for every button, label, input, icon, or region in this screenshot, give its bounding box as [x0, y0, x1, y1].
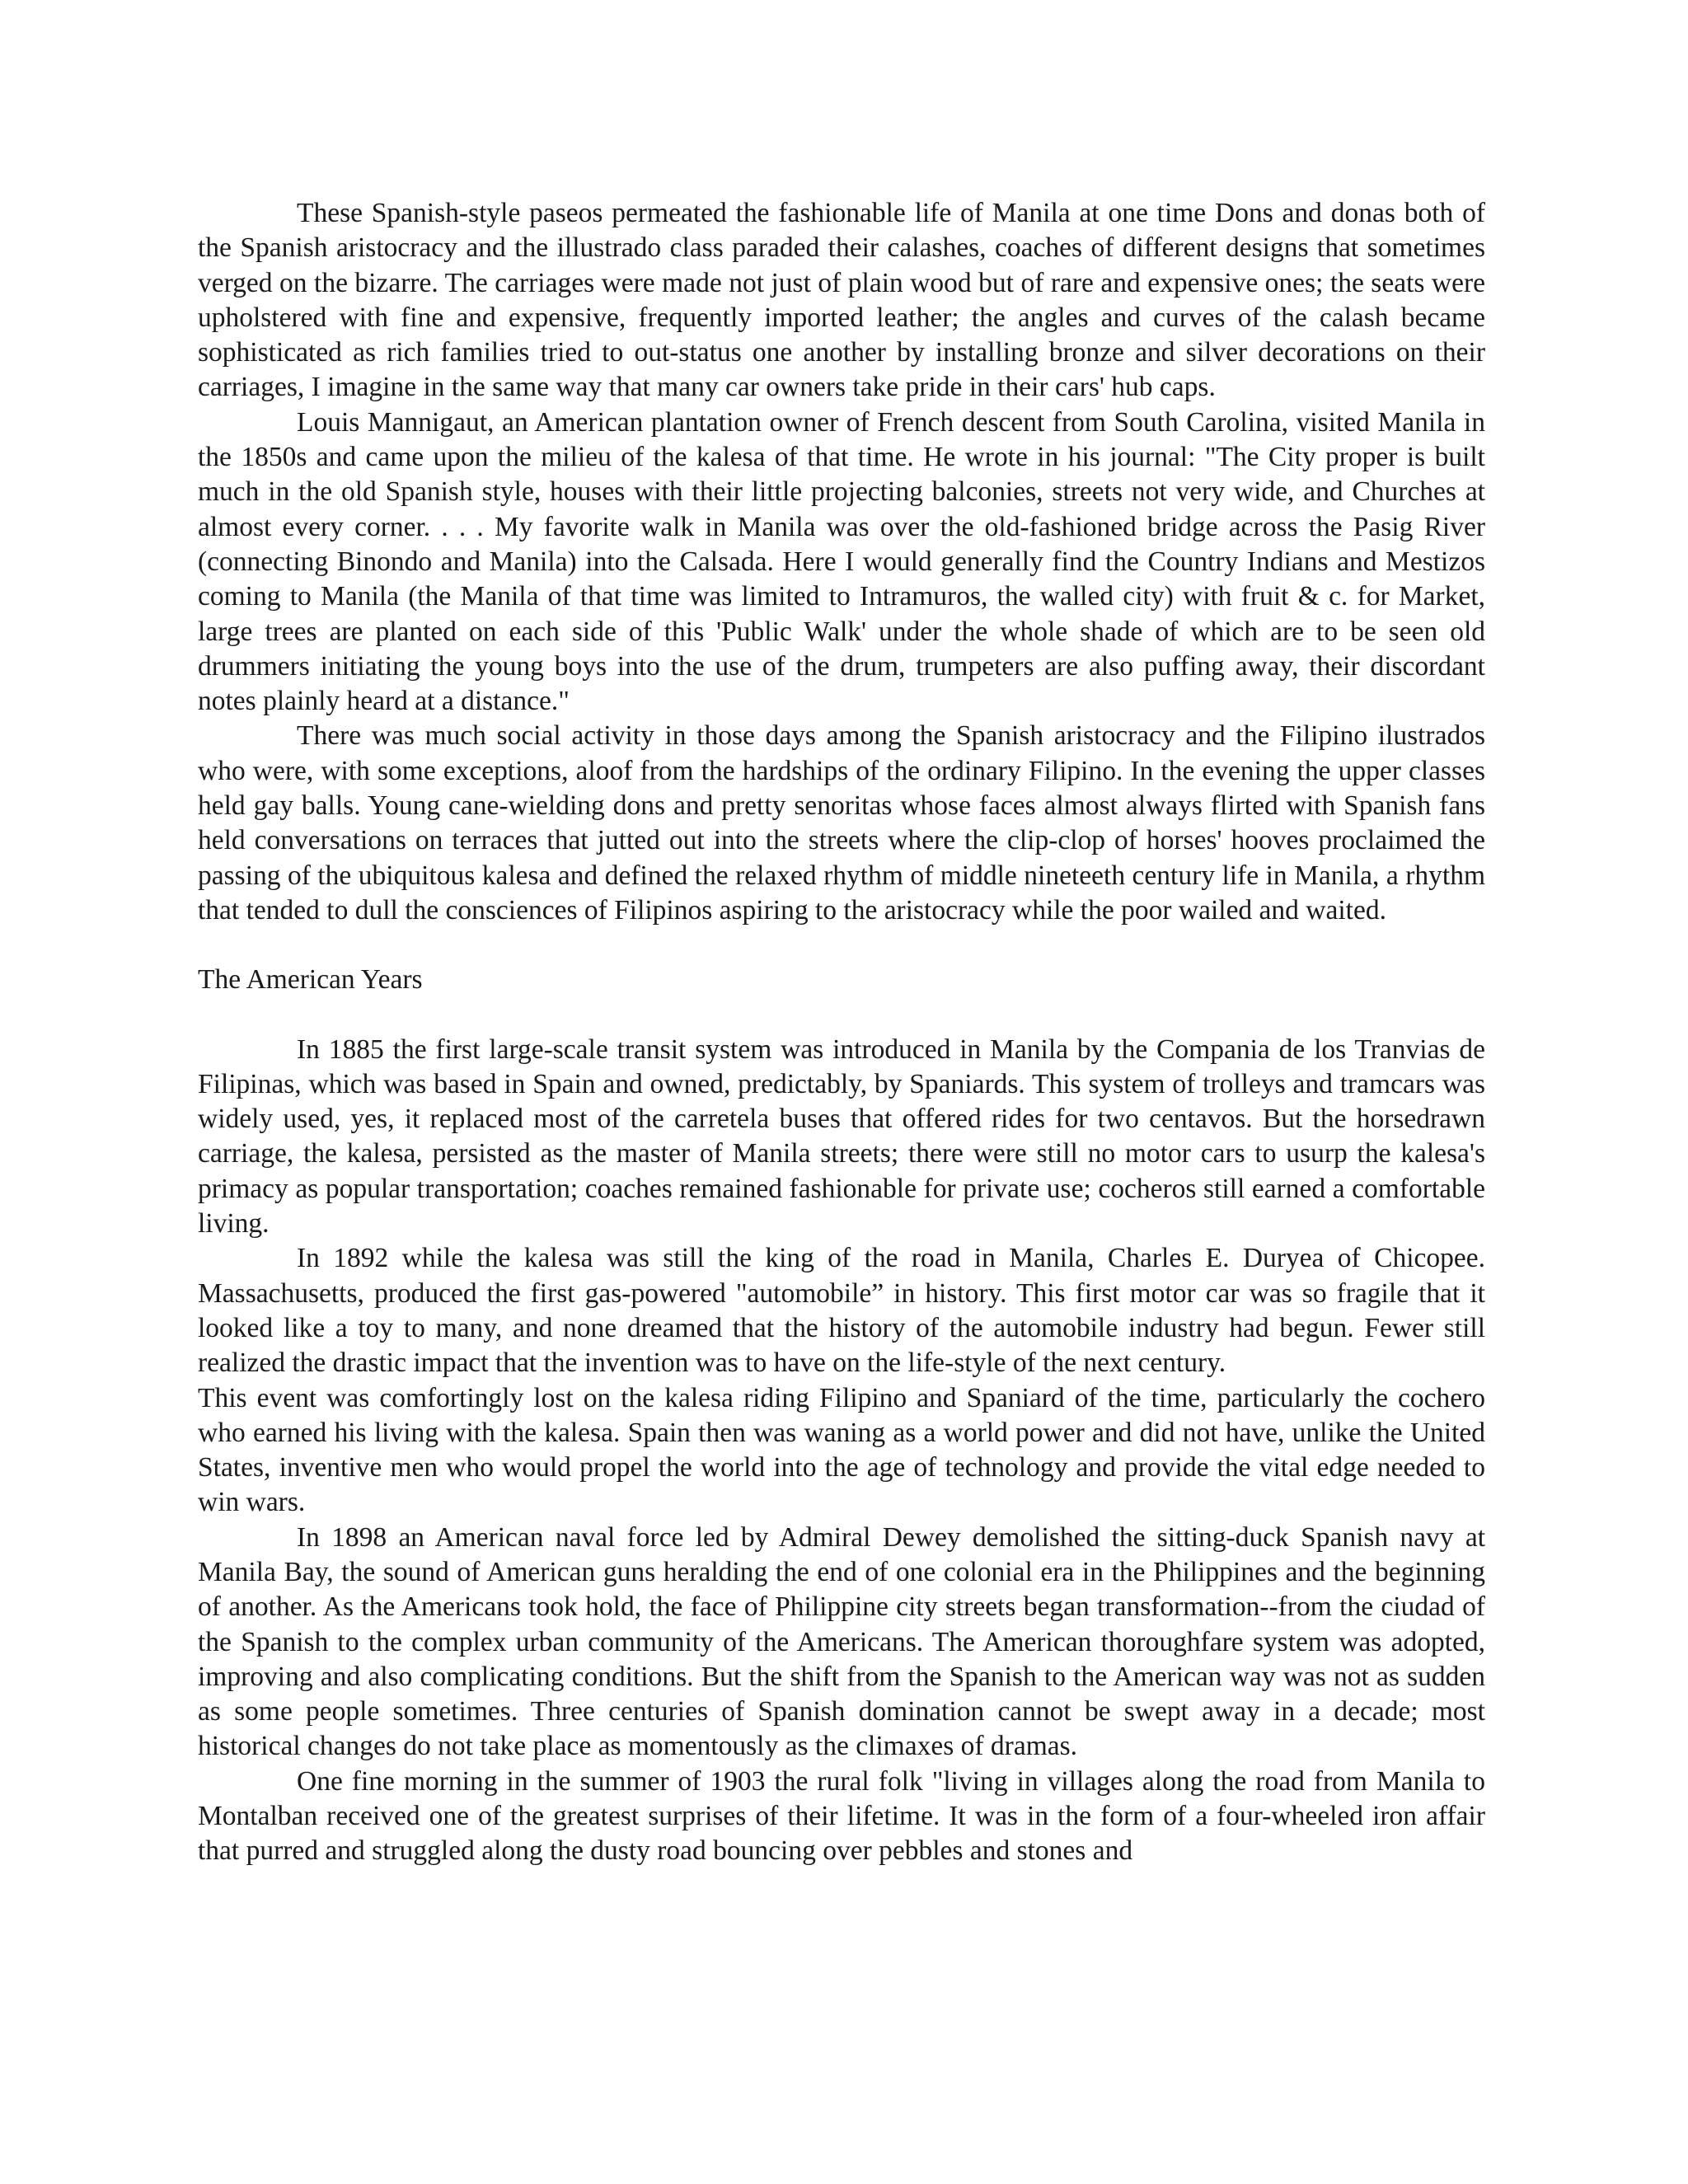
paragraph-paseos: These Spanish-style paseos permeated the fashionable life of Manila at one time Dons and donas both of the Spanish aristocracy and the illustrado class paraded their calashes, coaches of different designs that sometimes verged on the bizarre. The carriages were made not just of plain wood but of rare and expensive ones; the seats were upholstered with fine and expensive, frequently imported leather; the angles and curves of the calash became sophisticated as rich families tried to out-status one another by installing bronze and silver decorations on their carriages, I imagine in the same way that many car owners take pride in their cars' hub caps. — [198, 198, 1485, 403]
document-page — [198, 196, 1485, 1869]
section-heading: The American Years — [198, 964, 423, 996]
paragraph-duryea-1892: In 1892 while the kalesa was still the king of the road in Manila, Charles E. Duryea of Chicopee. Massachusetts, produced the first gas-powered "automobile” in history. This first motor car was so fragile that it looked like a toy to many, and none dreamed that the history of the automobile industry had begun. Fewer still realized the drastic impact that the invention was to have on the life-style of the next century. — [198, 1243, 1485, 1379]
paragraph-mannigaut: Louis Mannigaut, an American plantation owner of French descent from South Carolina, visited Manila in the 1850s and came upon the milieu of the kalesa of that time. He wrote in his journal: "The City proper is built much in the old Spanish style, houses with their little projecting balconies, streets not very wide, and Churches at almost every corner. . . . My favorite walk in Manila was over the old-fashioned bridge across the Pasig River (connecting Binondo and Manila) into the Calsada. Here I would generally find the Country Indians and Mestizos coming to Manila (the Manila of that time was limited to Intramuros, the walled city) with fruit & c. for Market, large trees are planted on each side of this 'Public Walk' under the whole shade of which are to be seen old drummers initiating the young boys into the use of the drum, trumpeters are also puffing away, their discordant notes plainly heard at a distance." — [198, 406, 1485, 717]
paragraph-event-lost: This event was comfortingly lost on the kalesa riding Filipino and Spaniard of the time, particularly the cochero who earned his living with the kalesa. Spain then was waning as a world power and did not have, unlike the United States, inventive men who would propel the world into the age of technology and provide the vital edge needed to win wars. — [198, 1382, 1485, 1518]
paragraph-social-activity: There was much social activity in those days among the Spanish aristocracy and the Filipino ilustrados who were, with some exceptions, aloof from the hardships of the ordinary Filipino. In the evening the upper classes held gay balls. Young cane-wielding dons and pretty senoritas whose faces almost always flirted with Spanish fans held conversations on terraces that jutted out into the streets where the clip-clop of horses' hooves proclaimed the passing of the ubiquitous kalesa and defined the relaxed rhythm of middle nineteeth century life in Manila, a rhythm that tended to dull the consciences of Filipinos aspiring to the aristocracy while the poor wailed and waited. — [198, 720, 1485, 926]
paragraph-transit-1885: In 1885 the first large-scale transit system was introduced in Manila by the Compania de los Tranvias de Filipinas, which was based in Spain and owned, predictably, by Spaniards. This system of trolleys and tramcars was widely used, yes, it replaced most of the carretela buses that offered rides for two centavos. But the horsedrawn carriage, the kalesa, persisted as the master of Manila streets; there were still no motor cars to usurp the kalesa's primacy as popular transportation; coaches remained fashionable for private use; cocheros still earned a comfortable living. — [198, 1033, 1485, 1240]
paragraph-summer-1903: One fine morning in the summer of 1903 the rural folk "living in villages along the road from Manila to Montalban received one of the greatest surprises of their lifetime. It was in the form of a four-wheeled iron affair that purred and struggled along the dusty road bouncing over pebbles and stones and — [198, 1765, 1485, 1867]
paragraph-dewey-1898: In 1898 an American naval force led by Admiral Dewey demolished the sitting-duck Spanish navy at Manila Bay, the sound of American guns heralding the end of one colonial era in the Philippines and the beginning of another. As the Americans took hold, the face of Philippine city streets began transformation--from the ciudad of the Spanish to the complex urban community of the Americans. The American thoroughfare system was adopted, improving and also complicating conditions. But the shift from the Spanish to the American way was not as sudden as some people sometimes. Three centuries of Spanish domination cannot be swept away in a decade; most historical changes do not take place as momentously as the climaxes of dramas. — [198, 1521, 1485, 1762]
